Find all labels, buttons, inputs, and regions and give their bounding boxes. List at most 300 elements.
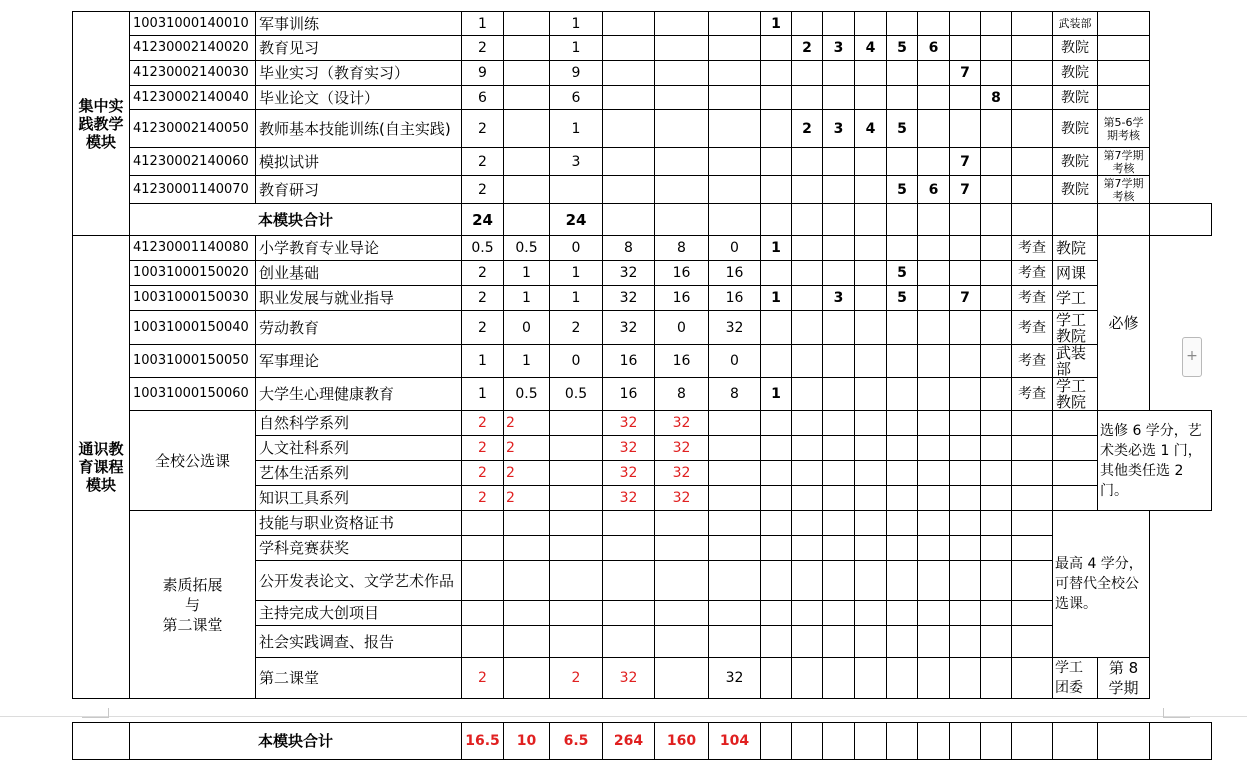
semester-3 [823, 261, 855, 286]
empty-cell [1053, 486, 1098, 511]
empty-cell [823, 658, 855, 699]
summary-sem-5 [887, 723, 918, 760]
empty-cell [761, 511, 792, 536]
value-c2: 1 [504, 286, 550, 311]
value-c6 [709, 61, 761, 86]
empty-cell [918, 511, 950, 536]
empty-cell [504, 561, 550, 601]
required-row [73, 311, 1212, 345]
semester-3 [823, 345, 855, 378]
value-c5: 8 [655, 378, 709, 411]
course-code: 41230002140020 [130, 36, 256, 61]
empty-cell [1012, 486, 1053, 511]
empty-cell [1012, 204, 1053, 236]
semester-5 [887, 378, 918, 411]
empty-cell [504, 204, 550, 236]
empty-cell [603, 601, 655, 626]
practice-row [73, 36, 1212, 61]
semester-2 [792, 176, 823, 204]
value-c5: 16 [655, 345, 709, 378]
value-c4: 8 [603, 236, 655, 261]
empty-cell [792, 436, 823, 461]
empty-cell [855, 658, 887, 699]
semester-6 [918, 110, 950, 148]
semester-1 [761, 261, 792, 286]
empty-cell [709, 536, 761, 561]
page-corner-mark [1163, 708, 1190, 718]
semester-3 [823, 12, 855, 36]
course-code: 10031000150060 [130, 378, 256, 411]
empty-cell [950, 561, 981, 601]
empty-cell [855, 601, 887, 626]
empty-cell [1012, 561, 1053, 601]
remark: 第7学期考核 [1098, 176, 1150, 204]
value-c2: 1 [504, 345, 550, 378]
semester-5: 5 [887, 176, 918, 204]
semester-5 [887, 345, 918, 378]
value-c5 [655, 36, 709, 61]
quality-group-line: 素质拓展 [162, 575, 223, 594]
value-c1: 2 [462, 148, 504, 176]
value-c2 [504, 148, 550, 176]
value-c2 [504, 36, 550, 61]
empty-cell [1012, 511, 1053, 536]
curriculum-table [72, 11, 1212, 699]
course-name: 劳动教育 [256, 311, 462, 345]
semester-7 [950, 110, 981, 148]
empty-cell [550, 561, 603, 601]
empty-cell [887, 486, 918, 511]
value-c5: 32 [655, 436, 709, 461]
exam-type: 考查 [1012, 236, 1053, 261]
course-name: 知识工具系列 [256, 486, 462, 511]
empty-cell [887, 658, 918, 699]
empty-cell [981, 658, 1012, 699]
semester-7: 7 [950, 176, 981, 204]
empty-cell [981, 601, 1012, 626]
course-name: 职业发展与就业指导 [256, 286, 462, 311]
semester-2 [792, 61, 823, 86]
empty-cell [887, 561, 918, 601]
empty-cell [792, 461, 823, 486]
course-name: 军事理论 [256, 345, 462, 378]
empty-cell [823, 536, 855, 561]
value-c1: 1 [462, 12, 504, 36]
empty-cell [792, 561, 823, 601]
empty-cell [950, 204, 981, 236]
remark: 第 8 学期 [1098, 658, 1150, 699]
empty-cell [981, 486, 1012, 511]
course-name: 教育见习 [256, 36, 462, 61]
required-note: 必修 [1098, 236, 1150, 411]
empty-cell [981, 204, 1012, 236]
summary-hours: 264 [603, 723, 655, 760]
elective-row [73, 411, 1212, 436]
empty-cell [761, 436, 792, 461]
empty-cell [1053, 436, 1098, 461]
semester-1 [761, 110, 792, 148]
course-name: 军事训练 [256, 12, 462, 36]
value-c4: 32 [603, 311, 655, 345]
empty-cell [918, 536, 950, 561]
department: 教院 [1053, 236, 1098, 261]
semester-1 [761, 61, 792, 86]
empty-cell [981, 561, 1012, 601]
value-c4: 32 [603, 286, 655, 311]
empty-cell [550, 536, 603, 561]
semester-3 [823, 148, 855, 176]
exam-type: 考查 [1012, 345, 1053, 378]
empty-cell [855, 204, 887, 236]
empty-cell [761, 626, 792, 658]
summary-theory-hours: 160 [655, 723, 709, 760]
empty-cell [603, 561, 655, 601]
empty-cell [1012, 461, 1053, 486]
course-code: 41230002140040 [130, 86, 256, 110]
semester-2 [792, 236, 823, 261]
semester-2 [792, 311, 823, 345]
empty-cell [761, 658, 792, 699]
semester-6 [918, 378, 950, 411]
empty-cell [1012, 411, 1053, 436]
semester-6: 6 [918, 176, 950, 204]
empty-cell [887, 601, 918, 626]
summary-sem-4 [855, 723, 887, 760]
value-c3: 6 [550, 86, 603, 110]
value-c6: 16 [709, 286, 761, 311]
empty-cell [761, 536, 792, 561]
quality-note: 最高 4 学分，可替代全校公选课。 [1053, 511, 1150, 658]
empty-cell [550, 601, 603, 626]
value-c5 [655, 61, 709, 86]
empty-cell [887, 626, 918, 658]
empty-cell [709, 511, 761, 536]
semester-1: 1 [761, 378, 792, 411]
required-row [73, 286, 1212, 311]
semester-1 [761, 86, 792, 110]
remark [1098, 12, 1150, 36]
summary-dept [1053, 723, 1098, 760]
department: 教院 [1053, 176, 1098, 204]
summary-sem-7 [950, 723, 981, 760]
value-c2: 0 [504, 311, 550, 345]
semester-5: 5 [887, 110, 918, 148]
semester-8 [981, 110, 1012, 148]
value-c5 [655, 110, 709, 148]
semester-7 [950, 236, 981, 261]
semester-6 [918, 261, 950, 286]
empty-cell [855, 486, 887, 511]
empty-cell [823, 204, 855, 236]
empty-cell [792, 601, 823, 626]
semester-1: 1 [761, 236, 792, 261]
summary-credits: 16.5 [462, 723, 504, 760]
required-row [73, 345, 1212, 378]
semester-1: 1 [761, 286, 792, 311]
practice-row [73, 176, 1212, 204]
course-code: 41230002140060 [130, 148, 256, 176]
empty-cell [550, 626, 603, 658]
exam-type [1012, 86, 1053, 110]
value-c5: 16 [655, 261, 709, 286]
semester-2 [792, 378, 823, 411]
empty-cell [887, 204, 918, 236]
empty-cell [918, 561, 950, 601]
course-name: 主持完成大创项目 [256, 601, 462, 626]
value-c1: 1 [462, 378, 504, 411]
value-c2 [504, 61, 550, 86]
semester-8 [981, 378, 1012, 411]
value-c5 [655, 148, 709, 176]
quality-group-label [130, 511, 256, 699]
empty-cell [504, 658, 550, 699]
semester-6 [918, 86, 950, 110]
semester-2 [792, 86, 823, 110]
semester-7 [950, 36, 981, 61]
empty-cell [792, 411, 823, 436]
empty-cell [603, 511, 655, 536]
value-c5: 16 [655, 286, 709, 311]
empty-cell [792, 511, 823, 536]
empty-cell [981, 511, 1012, 536]
empty-cell [792, 658, 823, 699]
page-corner-mark [82, 708, 109, 718]
semester-8: 8 [981, 86, 1012, 110]
course-name: 自然科学系列 [256, 411, 462, 436]
value-c4 [603, 36, 655, 61]
semester-5 [887, 61, 918, 86]
empty-cell [950, 658, 981, 699]
value-c5: 32 [655, 486, 709, 511]
semester-7 [950, 378, 981, 411]
course-code: 10031000150050 [130, 345, 256, 378]
value-c3: 1 [550, 261, 603, 286]
semester-5: 5 [887, 36, 918, 61]
semester-4 [855, 148, 887, 176]
value-c5: 8 [655, 236, 709, 261]
empty-cell [918, 461, 950, 486]
semester-7: 7 [950, 61, 981, 86]
empty-cell [981, 536, 1012, 561]
value-c6 [709, 148, 761, 176]
department: 网课 [1053, 261, 1098, 286]
semester-4 [855, 378, 887, 411]
semester-5: 5 [887, 261, 918, 286]
semester-8 [981, 261, 1012, 286]
remark [1098, 86, 1150, 110]
semester-1 [761, 345, 792, 378]
value-c1: 2 [462, 176, 504, 204]
semester-2 [792, 345, 823, 378]
empty-cell [550, 511, 603, 536]
empty-cell [792, 536, 823, 561]
department: 教院 [1053, 86, 1098, 110]
value-c5: 32 [655, 411, 709, 436]
module-practice-label: 集中实践教学模块 [73, 12, 130, 236]
summary-practice-hours: 104 [709, 723, 761, 760]
semester-4: 4 [855, 110, 887, 148]
semester-4 [855, 286, 887, 311]
value-c1: 6 [462, 86, 504, 110]
course-code: 41230002140030 [130, 61, 256, 86]
empty-cell [1150, 204, 1212, 236]
empty-cell [918, 411, 950, 436]
value-c4: 32 [603, 486, 655, 511]
semester-4 [855, 86, 887, 110]
value-c3: 9 [550, 61, 603, 86]
empty-cell [950, 411, 981, 436]
empty-cell [761, 204, 792, 236]
semester-4 [855, 61, 887, 86]
course-name: 小学教育专业导论 [256, 236, 462, 261]
semester-3 [823, 236, 855, 261]
empty-cell [504, 536, 550, 561]
value-c1: 2 [462, 36, 504, 61]
exam-type [1012, 110, 1053, 148]
department: 学工教院 [1053, 378, 1098, 411]
empty-cell [709, 601, 761, 626]
department: 教院 [1053, 110, 1098, 148]
empty-cell [709, 486, 761, 511]
empty-cell [550, 486, 603, 511]
value-c3: 1 [550, 12, 603, 36]
value-c2 [504, 110, 550, 148]
empty-cell [823, 561, 855, 601]
value-c6: 8 [709, 378, 761, 411]
value-c1: 2 [462, 461, 504, 486]
semester-3: 3 [823, 36, 855, 61]
empty-cell [887, 511, 918, 536]
empty-cell [792, 486, 823, 511]
value-c3: 0 [550, 345, 603, 378]
summary-blank [73, 723, 130, 760]
value-c1: 2 [462, 658, 504, 699]
page-gap-line [0, 716, 1247, 717]
value-c1: 0.5 [462, 236, 504, 261]
empty-cell [655, 658, 709, 699]
exam-type: 考查 [1012, 286, 1053, 311]
summary-sem-3 [823, 723, 855, 760]
empty-cell [950, 511, 981, 536]
semester-6 [918, 12, 950, 36]
empty-cell [1012, 626, 1053, 658]
course-name: 大学生心理健康教育 [256, 378, 462, 411]
empty-cell [1012, 436, 1053, 461]
value-c4 [603, 176, 655, 204]
semester-6 [918, 236, 950, 261]
exam-type [1012, 12, 1053, 36]
empty-cell [550, 411, 603, 436]
value-c1: 2 [462, 486, 504, 511]
empty-cell [918, 626, 950, 658]
value-c2: 2 [504, 411, 550, 436]
value-c6 [709, 110, 761, 148]
exam-type: 考查 [1012, 378, 1053, 411]
value-c6: 0 [709, 345, 761, 378]
practice-row [73, 61, 1212, 86]
empty-cell [950, 536, 981, 561]
value-c4 [603, 148, 655, 176]
semester-1 [761, 311, 792, 345]
department: 武装部 [1053, 12, 1098, 36]
empty-cell [655, 204, 709, 236]
required-row [73, 261, 1212, 286]
summary-note-2 [1150, 723, 1212, 760]
course-name: 毕业论文（设计） [256, 86, 462, 110]
empty-cell [855, 511, 887, 536]
course-name: 公开发表论文、文学艺术作品 [256, 561, 462, 601]
semester-2: 2 [792, 36, 823, 61]
empty-cell [855, 536, 887, 561]
semester-6 [918, 311, 950, 345]
value-c1: 9 [462, 61, 504, 86]
empty-cell [823, 436, 855, 461]
empty-cell [550, 461, 603, 486]
empty-cell [1098, 204, 1150, 236]
semester-8 [981, 176, 1012, 204]
value-c2: 0.5 [504, 236, 550, 261]
practice-total-row [73, 204, 1212, 236]
department: 教院 [1053, 148, 1098, 176]
semester-4 [855, 345, 887, 378]
empty-cell [462, 536, 504, 561]
empty-cell [550, 436, 603, 461]
semester-7 [950, 261, 981, 286]
empty-cell [950, 601, 981, 626]
empty-cell [603, 626, 655, 658]
semester-7 [950, 12, 981, 36]
summary-practice-credits: 6.5 [550, 723, 603, 760]
empty-cell [823, 626, 855, 658]
course-name: 技能与职业资格证书 [256, 511, 462, 536]
value-c4: 32 [603, 261, 655, 286]
value-c2: 0.5 [504, 378, 550, 411]
exam-type [1012, 36, 1053, 61]
semester-7 [950, 345, 981, 378]
empty-cell [855, 436, 887, 461]
elective-group-label: 全校公选课 [130, 411, 256, 511]
course-name: 艺体生活系列 [256, 461, 462, 486]
course-name: 人文社科系列 [256, 436, 462, 461]
semester-4 [855, 261, 887, 286]
empty-cell [918, 436, 950, 461]
empty-cell [855, 561, 887, 601]
course-name: 教师基本技能训练(自主实践) [256, 110, 462, 148]
department: 武装部 [1053, 345, 1098, 378]
value-c3: 2 [550, 658, 603, 699]
summary-sem-1 [761, 723, 792, 760]
semester-6 [918, 148, 950, 176]
course-name: 学科竞赛获奖 [256, 536, 462, 561]
course-code: 41230002140050 [130, 110, 256, 148]
course-name: 社会实践调查、报告 [256, 626, 462, 658]
remark [1098, 36, 1150, 61]
add-row-button[interactable] [1182, 337, 1202, 377]
elective-note: 选修 6 学分，艺术类必选 1 门，其他类任选 2门。 [1098, 411, 1212, 511]
empty-cell [655, 626, 709, 658]
value-c4: 16 [603, 345, 655, 378]
empty-cell [655, 601, 709, 626]
value-c6 [709, 36, 761, 61]
semester-8 [981, 236, 1012, 261]
semester-5 [887, 236, 918, 261]
value-c4: 32 [603, 436, 655, 461]
empty-cell [950, 436, 981, 461]
summary-exam [1012, 723, 1053, 760]
empty-cell [709, 204, 761, 236]
semester-1 [761, 148, 792, 176]
value-c6: 32 [709, 658, 761, 699]
